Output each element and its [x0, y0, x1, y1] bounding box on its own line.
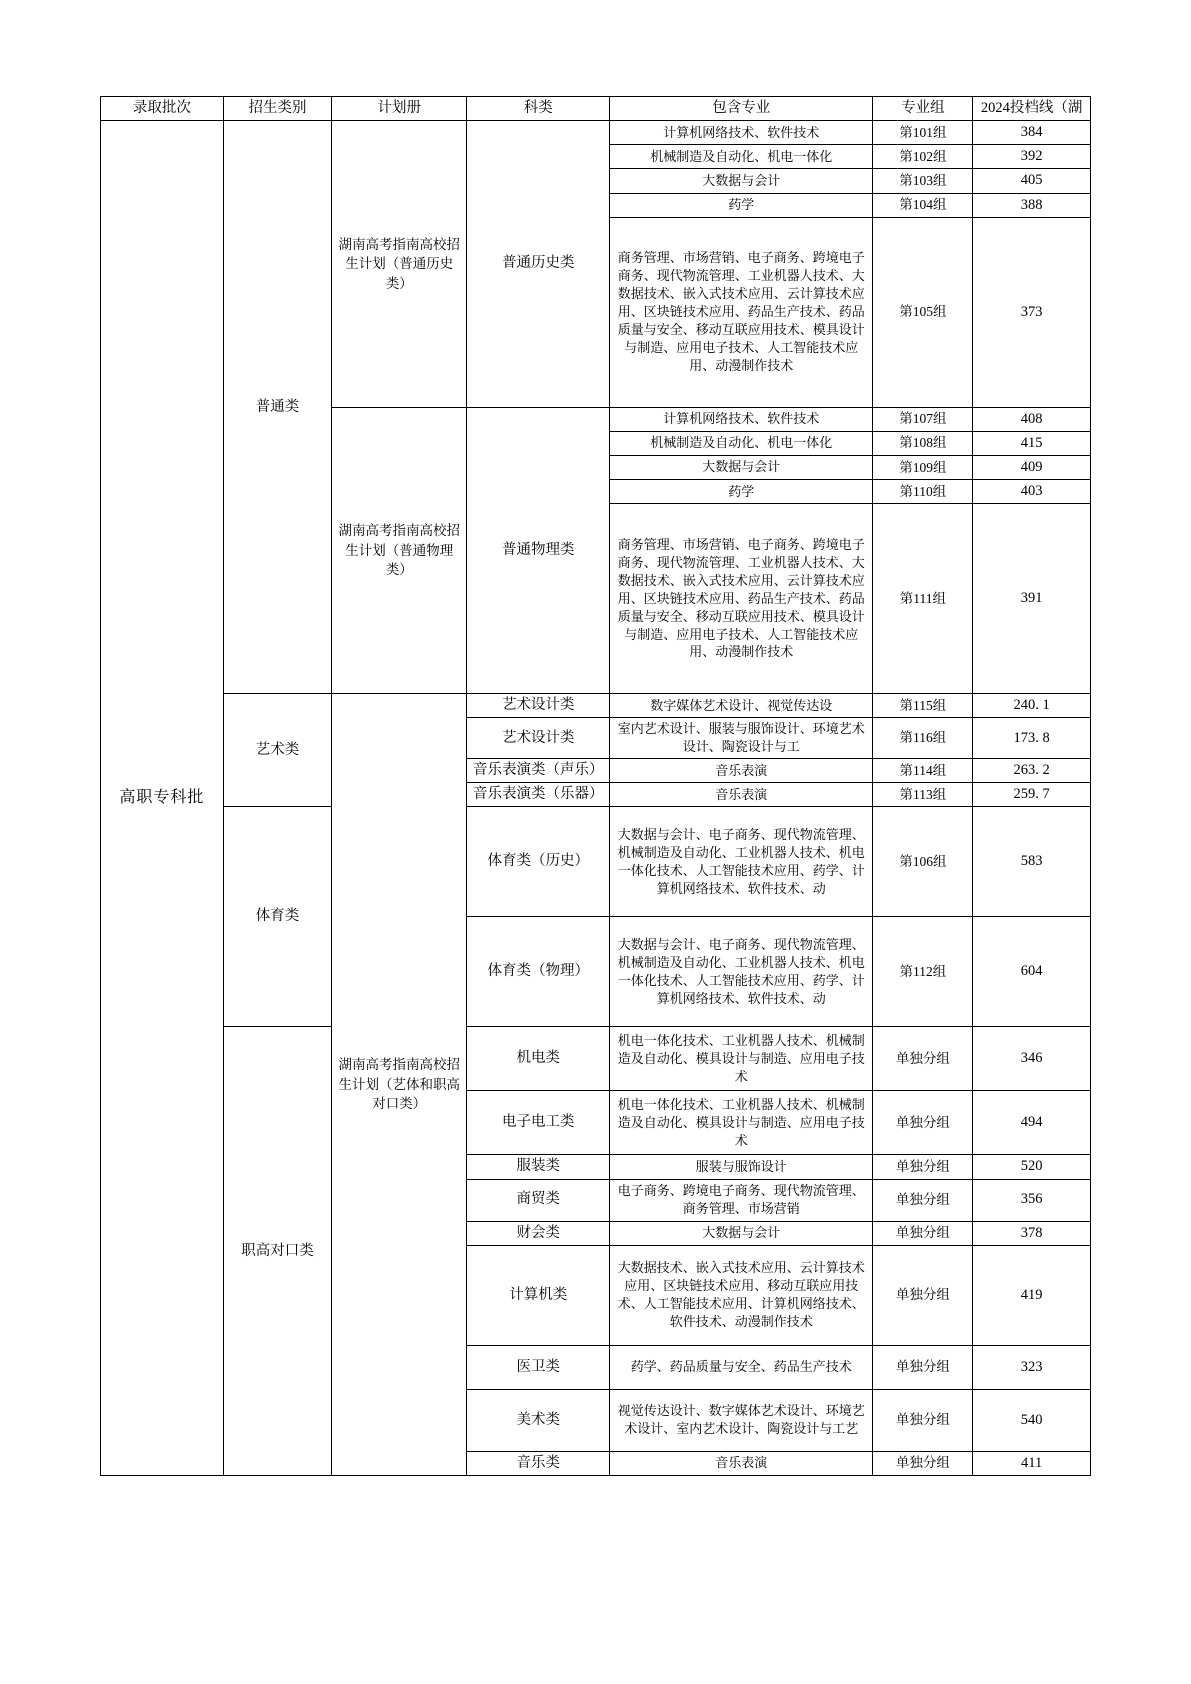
cell-group: 单独分组 [873, 1027, 973, 1091]
column-header-majors: 包含专业 [610, 97, 873, 121]
cell-category-general: 普通类 [223, 121, 331, 694]
column-header-plan: 计划册 [332, 97, 467, 121]
cell-group: 第110组 [873, 480, 973, 504]
cell-plan-history: 湖南高考指南高校招生计划（普通历史类） [332, 121, 467, 408]
cell-majors: 药学 [610, 193, 873, 217]
cell-score: 583 [973, 807, 1091, 917]
table-row [101, 121, 1091, 145]
cell-plan-art-sports-vocational: 湖南高考指南高校招生计划（艺体和职高对口类） [332, 694, 467, 1476]
cell-score: 415 [973, 431, 1091, 455]
cell-subject: 机电类 [467, 1027, 610, 1091]
cell-score: 263. 2 [973, 759, 1091, 783]
cell-score: 540 [973, 1389, 1091, 1451]
cell-majors: 数字媒体艺术设计、视觉传达设 [610, 694, 873, 718]
cell-majors: 计算机网络技术、软件技术 [610, 407, 873, 431]
cell-score: 520 [973, 1155, 1091, 1179]
cell-subject: 财会类 [467, 1221, 610, 1245]
cell-subject: 计算机类 [467, 1245, 610, 1345]
cell-score: 373 [973, 217, 1091, 407]
cell-majors: 室内艺术设计、服装与服饰设计、环境艺术设计、陶瓷设计与工 [610, 718, 873, 759]
cell-majors: 大数据与会计 [610, 1221, 873, 1245]
cell-majors: 机械制造及自动化、机电一体化 [610, 145, 873, 169]
cell-score: 494 [973, 1091, 1091, 1155]
cell-group: 第103组 [873, 169, 973, 193]
cell-majors: 机电一体化技术、工业机器人技术、机械制造及自动化、模具设计与制造、应用电子技术 [610, 1027, 873, 1091]
column-header-score: 2024投档线（湖 [973, 97, 1091, 121]
cell-group: 单独分组 [873, 1221, 973, 1245]
cell-score: 240. 1 [973, 694, 1091, 718]
cell-category-vocational: 职高对口类 [223, 1027, 331, 1475]
cell-subject: 艺术设计类 [467, 694, 610, 718]
cell-majors: 服装与服饰设计 [610, 1155, 873, 1179]
cell-subject: 商贸类 [467, 1179, 610, 1221]
cell-majors: 机电一体化技术、工业机器人技术、机械制造及自动化、模具设计与制造、应用电子技术 [610, 1091, 873, 1155]
cell-group: 第113组 [873, 783, 973, 807]
cell-group: 单独分组 [873, 1451, 973, 1475]
column-header-batch: 录取批次 [101, 97, 224, 121]
cell-group: 第114组 [873, 759, 973, 783]
cell-category-art: 艺术类 [223, 694, 331, 807]
cell-batch: 高职专科批 [101, 121, 224, 1476]
cell-score: 259. 7 [973, 783, 1091, 807]
cell-subject: 音乐表演类（声乐） [467, 759, 610, 783]
table-row [101, 807, 1091, 917]
cell-group: 第109组 [873, 455, 973, 479]
cell-subject: 音乐表演类（乐器） [467, 783, 610, 807]
cell-group: 第115组 [873, 694, 973, 718]
cell-subject: 服装类 [467, 1155, 610, 1179]
cell-score: 403 [973, 480, 1091, 504]
cell-score: 356 [973, 1179, 1091, 1221]
cell-subject: 美术类 [467, 1389, 610, 1451]
cell-group: 单独分组 [873, 1345, 973, 1389]
cell-score: 323 [973, 1345, 1091, 1389]
cell-score: 405 [973, 169, 1091, 193]
cell-majors: 大数据与会计、电子商务、现代物流管理、机械制造及自动化、工业机器人技术、机电一体化技术、人工智能技术应用、药学、计算机网络技术、软件技术、动 [610, 917, 873, 1027]
cell-subject: 体育类（物理） [467, 917, 610, 1027]
cell-subject: 电子电工类 [467, 1091, 610, 1155]
cell-group: 第104组 [873, 193, 973, 217]
table-row [101, 1027, 1091, 1091]
table-header-row [101, 97, 1091, 121]
cell-group: 单独分组 [873, 1155, 973, 1179]
cell-score: 411 [973, 1451, 1091, 1475]
cell-majors: 音乐表演 [610, 1451, 873, 1475]
cell-group: 单独分组 [873, 1179, 973, 1221]
cell-score: 409 [973, 455, 1091, 479]
cell-score: 391 [973, 504, 1091, 694]
cell-plan-physics: 湖南高考指南高校招生计划（普通物理类） [332, 407, 467, 694]
cell-score: 388 [973, 193, 1091, 217]
cell-majors: 计算机网络技术、软件技术 [610, 121, 873, 145]
cell-majors: 大数据与会计 [610, 455, 873, 479]
cell-group: 单独分组 [873, 1245, 973, 1345]
cell-majors: 音乐表演 [610, 783, 873, 807]
table-row [101, 694, 1091, 718]
cell-group: 第106组 [873, 807, 973, 917]
cell-majors: 药学、药品质量与安全、药品生产技术 [610, 1345, 873, 1389]
cell-subject: 医卫类 [467, 1345, 610, 1389]
cell-score: 378 [973, 1221, 1091, 1245]
cell-majors: 大数据与会计 [610, 169, 873, 193]
cell-score: 346 [973, 1027, 1091, 1091]
cell-majors: 大数据技术、嵌入式技术应用、云计算技术应用、区块链技术应用、移动互联应用技术、人工智能技术应用、计算机网络技术、软件技术、动漫制作技术 [610, 1245, 873, 1345]
cell-score: 384 [973, 121, 1091, 145]
cell-group: 第111组 [873, 504, 973, 694]
column-header-group: 专业组 [873, 97, 973, 121]
cell-score: 392 [973, 145, 1091, 169]
cell-group: 第116组 [873, 718, 973, 759]
cell-score: 408 [973, 407, 1091, 431]
cell-subject-history: 普通历史类 [467, 121, 610, 408]
cell-majors: 视觉传达设计、数字媒体艺术设计、环境艺术设计、室内艺术设计、陶瓷设计与工艺 [610, 1389, 873, 1451]
cell-category-sports: 体育类 [223, 807, 331, 1027]
cell-majors: 机械制造及自动化、机电一体化 [610, 431, 873, 455]
cell-group: 第101组 [873, 121, 973, 145]
column-header-category: 招生类别 [223, 97, 331, 121]
cell-score: 419 [973, 1245, 1091, 1345]
cell-subject: 体育类（历史） [467, 807, 610, 917]
cell-group: 第107组 [873, 407, 973, 431]
cell-subject-physics: 普通物理类 [467, 407, 610, 694]
cell-subject: 艺术设计类 [467, 718, 610, 759]
column-header-subject: 科类 [467, 97, 610, 121]
admission-score-table [100, 96, 1091, 1476]
cell-group: 第102组 [873, 145, 973, 169]
cell-majors: 大数据与会计、电子商务、现代物流管理、机械制造及自动化、工业机器人技术、机电一体化技术、人工智能技术应用、药学、计算机网络技术、软件技术、动 [610, 807, 873, 917]
cell-majors: 药学 [610, 480, 873, 504]
cell-group: 第112组 [873, 917, 973, 1027]
cell-score: 604 [973, 917, 1091, 1027]
cell-majors: 电子商务、跨境电子商务、现代物流管理、商务管理、市场营销 [610, 1179, 873, 1221]
cell-score: 173. 8 [973, 718, 1091, 759]
cell-subject: 音乐类 [467, 1451, 610, 1475]
cell-group: 第105组 [873, 217, 973, 407]
cell-majors: 商务管理、市场营销、电子商务、跨境电子商务、现代物流管理、工业机器人技术、大数据技术、嵌入式技术应用、云计算技术应用、区块链技术应用、药品生产技术、药品质量与安全、移动互联应用技术、模具设计与制造、应用电子技术、人工智能技术应用、动漫制作技术 [610, 217, 873, 407]
cell-majors: 商务管理、市场营销、电子商务、跨境电子商务、现代物流管理、工业机器人技术、大数据技术、嵌入式技术应用、云计算技术应用、区块链技术应用、药品生产技术、药品质量与安全、移动互联应用技术、模具设计与制造、应用电子技术、人工智能技术应用、动漫制作技术 [610, 504, 873, 694]
cell-group: 单独分组 [873, 1091, 973, 1155]
cell-group: 第108组 [873, 431, 973, 455]
cell-majors: 音乐表演 [610, 759, 873, 783]
cell-group: 单独分组 [873, 1389, 973, 1451]
